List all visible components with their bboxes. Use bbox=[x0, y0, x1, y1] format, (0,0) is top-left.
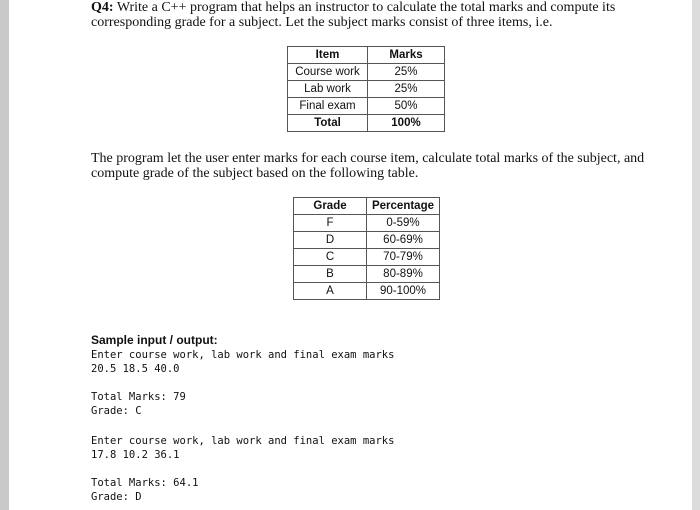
marks-cell-value: 25% bbox=[368, 81, 445, 98]
marks-total-row bbox=[288, 115, 445, 132]
table-row bbox=[288, 81, 445, 98]
marks-header-marks: Marks bbox=[368, 47, 445, 64]
grade-cell-range: 0-59% bbox=[367, 215, 440, 232]
grade-cell-letter: D bbox=[294, 232, 367, 249]
table-row bbox=[294, 266, 440, 283]
grade-table-header-row bbox=[294, 198, 440, 215]
sample-line: Enter course work, lab work and final exam marks bbox=[91, 435, 395, 447]
grade-table bbox=[293, 197, 440, 300]
table-row bbox=[294, 232, 440, 249]
table-row bbox=[288, 98, 445, 115]
sample-line: 20.5 18.5 40.0 bbox=[91, 363, 180, 375]
question-text: Write a C++ program that helps an instructor to calculate the total marks and compute its corresponding grade for a subject. Let the subject marks consist of three items, i.e. bbox=[91, 0, 616, 30]
grade-cell-letter: F bbox=[294, 215, 367, 232]
marks-cell-item: Final exam bbox=[288, 98, 368, 115]
sample-line: Grade: D bbox=[91, 491, 142, 503]
grade-header-grade: Grade bbox=[294, 198, 367, 215]
table-row bbox=[294, 249, 440, 266]
sample-line: Enter course work, lab work and final exam marks bbox=[91, 349, 395, 361]
sample-line: Grade: C bbox=[91, 405, 142, 417]
marks-cell-item: Course work bbox=[288, 64, 368, 81]
marks-header-item: Item bbox=[288, 47, 368, 64]
question-number: Q4: bbox=[91, 0, 114, 15]
grade-cell-letter: A bbox=[294, 283, 367, 300]
table-row bbox=[288, 64, 445, 81]
question-paragraph bbox=[91, 0, 651, 30]
right-scroll-edge bbox=[692, 0, 700, 510]
marks-cell-value: 25% bbox=[368, 64, 445, 81]
marks-table-header-row bbox=[288, 47, 445, 64]
sample-line: 17.8 10.2 36.1 bbox=[91, 449, 180, 461]
marks-cell-item: Lab work bbox=[288, 81, 368, 98]
marks-cell-value: 50% bbox=[368, 98, 445, 115]
grade-cell-range: 80-89% bbox=[367, 266, 440, 283]
sample-line: Total Marks: 64.1 bbox=[91, 477, 199, 489]
grade-cell-range: 90-100% bbox=[367, 283, 440, 300]
instruction-paragraph: The program let the user enter marks for each course item, calculate total marks of the subject, and compute grade of the subject based on the following table. bbox=[91, 151, 645, 181]
grade-cell-range: 70-79% bbox=[367, 249, 440, 266]
marks-total-value: 100% bbox=[368, 115, 445, 132]
table-row bbox=[294, 283, 440, 300]
marks-total-label: Total bbox=[288, 115, 368, 132]
left-page-edge bbox=[0, 0, 9, 510]
sample-title: Sample input / output: bbox=[91, 333, 218, 347]
grade-cell-range: 60-69% bbox=[367, 232, 440, 249]
table-row bbox=[294, 215, 440, 232]
grade-header-percentage: Percentage bbox=[367, 198, 440, 215]
grade-cell-letter: B bbox=[294, 266, 367, 283]
marks-table bbox=[287, 46, 445, 132]
grade-cell-letter: C bbox=[294, 249, 367, 266]
sample-line: Total Marks: 79 bbox=[91, 391, 186, 403]
